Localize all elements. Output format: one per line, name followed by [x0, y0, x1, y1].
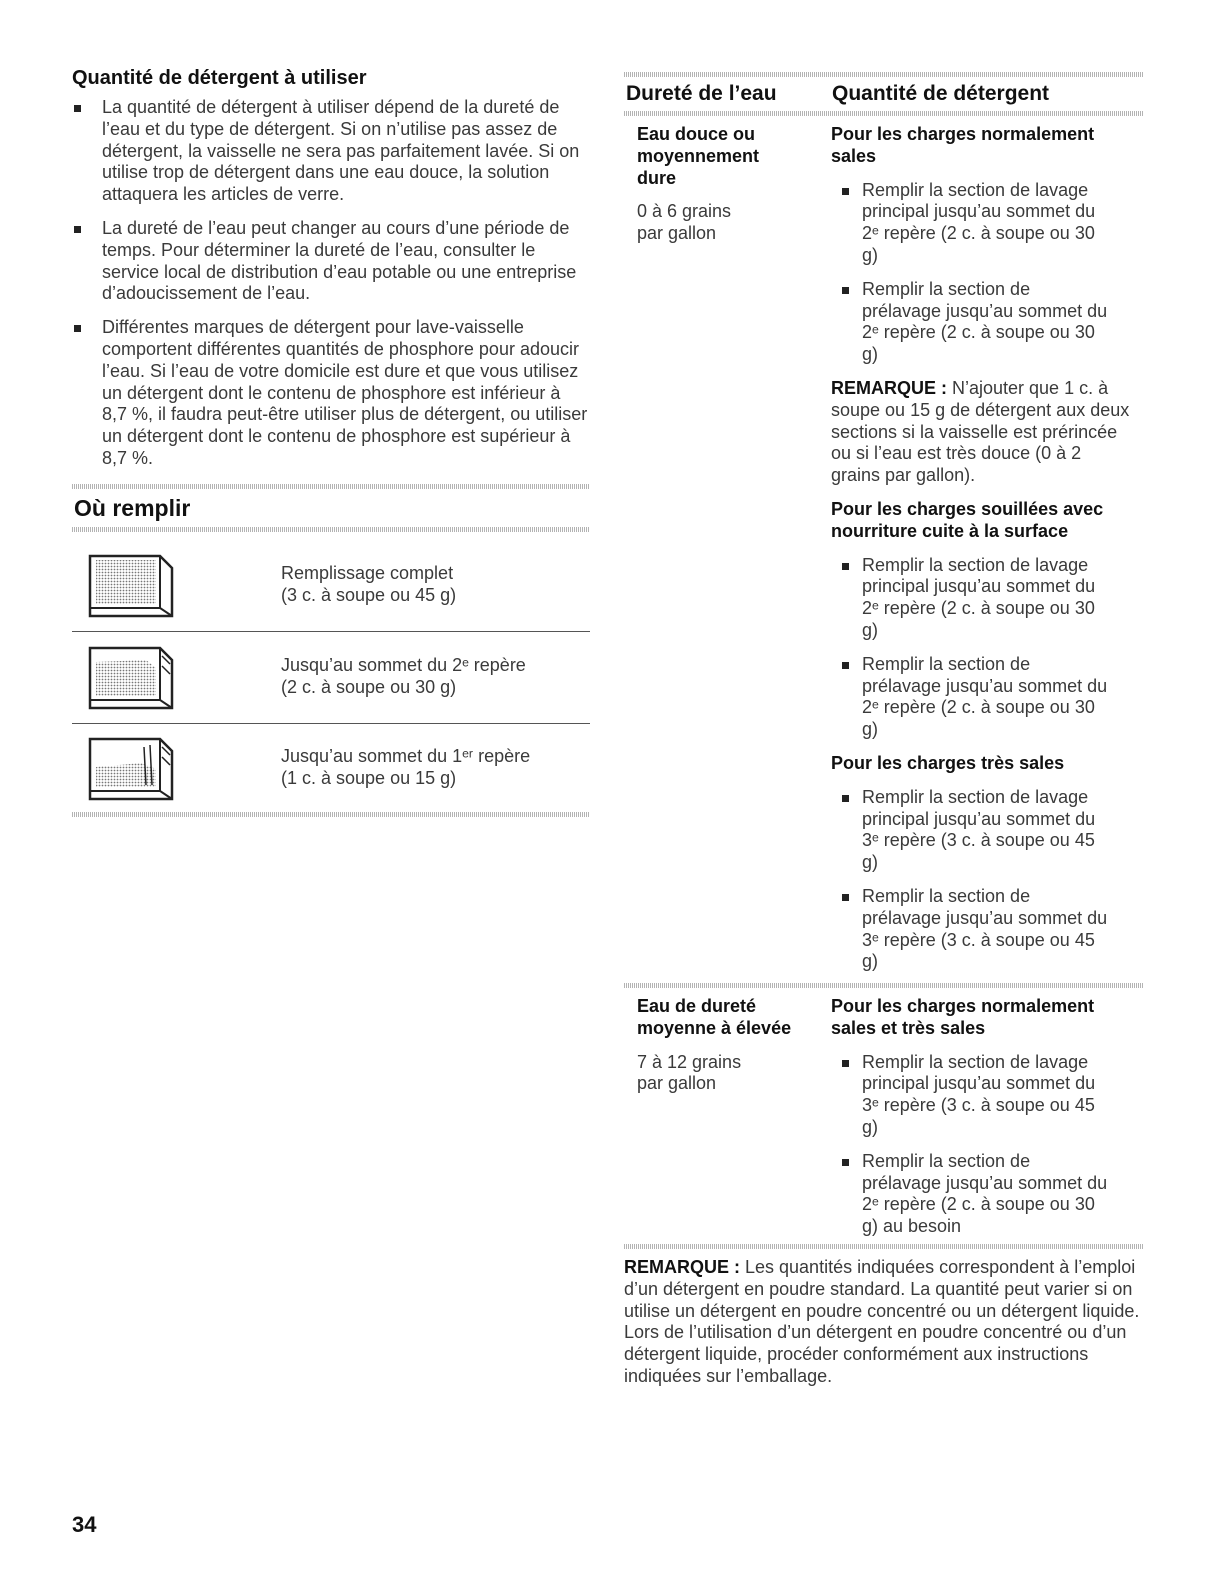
remark-soft-water [831, 378, 1131, 487]
header-hardness: Dureté de l’eau [626, 82, 777, 105]
list-item: Remplir la section de lavage principal jusqu’au sommet du 2ᵉ repère (2 c. à soupe ou 30 g) [831, 555, 1111, 642]
heavy-load-heading: Pour les charges très sales [831, 752, 1065, 773]
fill-row-second [72, 632, 590, 724]
remark-text: Les quantités indiquées correspondent à l’emploi d’un détergent en poudre standard. La quantité peut varier si on utilise un détergent en poudre concentré ou un détergent liquide. Lors de l’utilisation d’un détergent en poudre concentré ou d’un détergent liquide, procéder conformément aux instructions indiquées sur l’emballage. [624, 1257, 1140, 1387]
list-item: Remplir la section de lavage principal jusqu’au sommet du 3ᵉ repère (3 c. à soupe ou 45 g) [831, 787, 1111, 874]
remark-label: REMARQUE : [831, 377, 947, 398]
fill-level-list [72, 540, 590, 812]
table-row-hard [624, 996, 1143, 1244]
table-row-soft [624, 124, 1143, 985]
where-fill-title: Où remplir [74, 494, 191, 521]
left-column [72, 66, 590, 817]
table-header-rule [624, 111, 1143, 116]
fill-row-first [72, 724, 590, 812]
table-header [624, 77, 1143, 111]
remark-text: N’ajouter que 1 c. à soupe ou 15 g de détergent aux deux sections si la vaisselle est prérincée ou si l’eau est très douce (0 à 2 grains par gallon). [831, 377, 1130, 486]
list-item: Remplir la section de lavage principal jusqu’au sommet du 2ᵉ repère (2 c. à soupe ou 30 g) [831, 180, 1111, 267]
remark-label: REMARQUE : [624, 1257, 740, 1278]
fill-line1: Remplissage complet [281, 563, 454, 584]
fill-line2: (3 c. à soupe ou 45 g) [281, 585, 457, 606]
hardness-title: Eau douce ou moyennement dure [637, 124, 760, 188]
baked-load-bullets [831, 555, 1111, 741]
list-item: Remplir la section de prélavage jusqu’au sommet du 2ᵉ repère (2 c. à soupe ou 30 g) [831, 654, 1111, 741]
normal-load-heading: Pour les charges normalement sales [831, 124, 1095, 166]
list-item: Différentes marques de détergent pour lave-vaisselle comportent différentes quantités de phosphore pour adoucir l’eau. Si l’eau de votre domicile est dure et que vous utilisez un détergent dont le contenu de phosphore est inférieur à 8,7 %, il faudra peut-être utiliser plus de détergent, ou utiliser un détergent dont le contenu de phosphore est supérieur à 8,7 %. [72, 317, 590, 470]
baked-load-heading: Pour les charges souillées avec nourriture cuite à la surface [831, 498, 1104, 541]
dispenser-second-mark-icon [86, 642, 180, 712]
list-item: Remplir la section de prélavage jusqu’au sommet du 3ᵉ repère (3 c. à soupe ou 45 g) [831, 886, 1111, 973]
hardness-table [624, 72, 1143, 1388]
dispenser-full-icon [86, 550, 180, 620]
detergent-bullets [72, 97, 590, 470]
fill-line2: (2 c. à soupe ou 30 g) [281, 677, 457, 698]
footer-remark [624, 1257, 1143, 1388]
hardness-value: 0 à 6 grains par gallon [637, 201, 732, 244]
list-item: Remplir la section de lavage principal jusqu’au sommet du 3ᵉ repère (3 c. à soupe ou 45 g) [831, 1052, 1111, 1139]
hardness-value: 7 à 12 grains par gallon [637, 1051, 742, 1094]
section-divider [72, 484, 590, 489]
section-divider [72, 812, 590, 817]
where-fill-header [72, 489, 590, 527]
fill-line1: Jusqu’au sommet du 2ᵉ repère [281, 655, 526, 676]
list-item: Remplir la section de prélavage jusqu’au sommet du 2ᵉ repère (2 c. à soupe ou 30 g) au besoin [831, 1151, 1111, 1238]
dispenser-first-mark-icon [86, 733, 180, 803]
detergent-amount-title: Quantité de détergent à utiliser [72, 67, 367, 89]
table-row-rule [624, 983, 1143, 988]
normal-load-bullets [831, 180, 1111, 366]
fill-row-full [72, 540, 590, 632]
list-item: Remplir la section de prélavage jusqu’au sommet du 2ᵉ repère (2 c. à soupe ou 30 g) [831, 279, 1111, 366]
header-amount: Quantité de détergent [832, 82, 1050, 105]
mixed-load-heading: Pour les charges normalement sales et très sales [831, 996, 1095, 1038]
fill-line2: (1 c. à soupe ou 15 g) [281, 767, 457, 788]
mixed-load-bullets [831, 1052, 1111, 1238]
heavy-load-bullets [831, 787, 1111, 973]
list-item: La quantité de détergent à utiliser dépend de la dureté de l’eau et du type de détergent. Si on n’utilise pas assez de détergent, la vaisselle ne sera pas parfaitement lavée. Si on utilise trop de détergent dans une eau douce, la solution attaquera les articles de verre. [72, 97, 590, 206]
table-top-rule [624, 72, 1143, 77]
section-divider [72, 527, 590, 532]
list-item: La dureté de l’eau peut changer au cours d’une période de temps. Pour déterminer la dureté de l’eau, consulter le service local de distribution d’eau potable ou une entreprise d’adoucissement de l’eau. [72, 218, 590, 305]
hardness-title: Eau de dureté moyenne à élevée [637, 996, 792, 1038]
page-number: 34 [72, 1512, 97, 1537]
fill-line1: Jusqu’au sommet du 1ᵉʳ repère [281, 745, 531, 766]
table-bottom-rule [624, 1244, 1143, 1249]
